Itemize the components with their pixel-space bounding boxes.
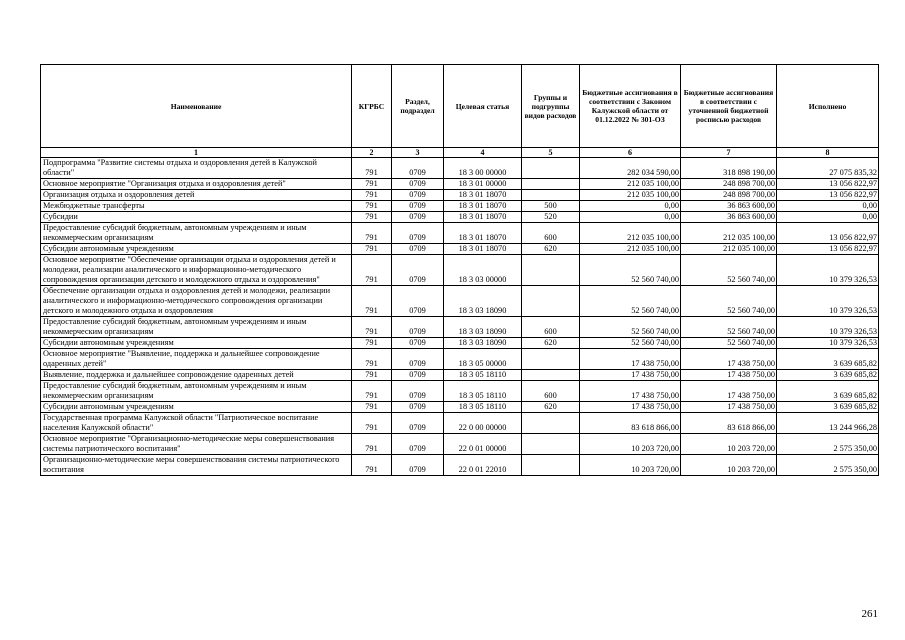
row-executed-amount-cell: 2 575 350,00 <box>777 455 879 476</box>
row-kgrbs-cell: 791 <box>352 244 392 255</box>
row-target-cell: 22 0 01 00000 <box>444 434 522 455</box>
header-target: Целевая статья <box>444 65 522 148</box>
row-refined-amount-cell: 318 898 190,00 <box>681 158 777 179</box>
row-refined-amount-cell: 10 203 720,00 <box>681 455 777 476</box>
column-number: 6 <box>580 148 681 158</box>
row-group-cell <box>522 434 580 455</box>
row-group-cell <box>522 349 580 370</box>
column-number: 8 <box>777 148 879 158</box>
row-kgrbs-cell: 791 <box>352 317 392 338</box>
row-executed-amount-cell: 10 379 326,53 <box>777 286 879 317</box>
header-kgrbs: КГРБС <box>352 65 392 148</box>
row-kgrbs-cell: 791 <box>352 223 392 244</box>
table-row <box>41 317 879 338</box>
row-target-cell: 18 3 05 18110 <box>444 402 522 413</box>
table-row <box>41 158 879 179</box>
row-target-cell: 18 3 01 00000 <box>444 179 522 190</box>
row-law-amount-cell: 52 560 740,00 <box>580 317 681 338</box>
row-law-amount-cell: 17 438 750,00 <box>580 370 681 381</box>
row-name-cell: Основное мероприятие "Организация отдыха и оздоровления детей" <box>41 179 352 190</box>
table-row <box>41 201 879 212</box>
row-group-cell <box>522 255 580 286</box>
row-law-amount-cell: 83 618 866,00 <box>580 413 681 434</box>
row-refined-amount-cell: 52 560 740,00 <box>681 317 777 338</box>
row-target-cell: 22 0 01 22010 <box>444 455 522 476</box>
row-law-amount-cell: 10 203 720,00 <box>580 434 681 455</box>
row-refined-amount-cell: 248 898 700,00 <box>681 190 777 201</box>
row-refined-amount-cell: 36 863 600,00 <box>681 201 777 212</box>
row-executed-amount-cell: 13 056 822,97 <box>777 223 879 244</box>
header-refined: Бюджетные ассигнования в соответствии с уточненной бюджетной росписью расходов <box>681 65 777 148</box>
row-target-cell: 22 0 00 00000 <box>444 413 522 434</box>
row-kgrbs-cell: 791 <box>352 381 392 402</box>
row-name-cell: Организация отдыха и оздоровления детей <box>41 190 352 201</box>
row-law-amount-cell: 212 035 100,00 <box>580 179 681 190</box>
row-section-cell: 0709 <box>392 190 444 201</box>
row-law-amount-cell: 0,00 <box>580 212 681 223</box>
table-row <box>41 455 879 476</box>
column-number: 5 <box>522 148 580 158</box>
page-number: 261 <box>861 608 878 620</box>
row-executed-amount-cell: 3 639 685,82 <box>777 370 879 381</box>
table-row <box>41 286 879 317</box>
row-group-cell: 600 <box>522 381 580 402</box>
row-target-cell: 18 3 01 18070 <box>444 212 522 223</box>
row-law-amount-cell: 17 438 750,00 <box>580 402 681 413</box>
column-number: 2 <box>352 148 392 158</box>
row-refined-amount-cell: 17 438 750,00 <box>681 370 777 381</box>
header-law: Бюджетные ассигнования в соответствии с Законом Калужской области от 01.12.2022 № 301-ОЗ <box>580 65 681 148</box>
row-target-cell: 18 3 00 00000 <box>444 158 522 179</box>
row-name-cell: Основное мероприятие "Выявление, поддержка и дальнейшее сопровождение одаренных детей" <box>41 349 352 370</box>
row-executed-amount-cell: 3 639 685,82 <box>777 381 879 402</box>
row-section-cell: 0709 <box>392 212 444 223</box>
column-number: 4 <box>444 148 522 158</box>
row-section-cell: 0709 <box>392 158 444 179</box>
row-name-cell: Подпрограмма "Развитие системы отдыха и оздоровления детей в Калужской области" <box>41 158 352 179</box>
column-number-row <box>41 148 879 158</box>
row-section-cell: 0709 <box>392 370 444 381</box>
row-target-cell: 18 3 03 18090 <box>444 338 522 349</box>
row-executed-amount-cell: 13 056 822,97 <box>777 179 879 190</box>
row-group-cell <box>522 455 580 476</box>
row-executed-amount-cell: 13 056 822,97 <box>777 244 879 255</box>
row-refined-amount-cell: 10 203 720,00 <box>681 434 777 455</box>
row-law-amount-cell: 212 035 100,00 <box>580 190 681 201</box>
row-section-cell: 0709 <box>392 381 444 402</box>
row-target-cell: 18 3 05 18110 <box>444 370 522 381</box>
row-target-cell: 18 3 03 18090 <box>444 286 522 317</box>
row-section-cell: 0709 <box>392 255 444 286</box>
row-section-cell: 0709 <box>392 413 444 434</box>
row-section-cell: 0709 <box>392 179 444 190</box>
row-group-cell: 620 <box>522 244 580 255</box>
row-law-amount-cell: 52 560 740,00 <box>580 255 681 286</box>
row-kgrbs-cell: 791 <box>352 190 392 201</box>
row-refined-amount-cell: 17 438 750,00 <box>681 381 777 402</box>
column-number: 1 <box>41 148 352 158</box>
row-kgrbs-cell: 791 <box>352 286 392 317</box>
row-group-cell <box>522 179 580 190</box>
table-row <box>41 244 879 255</box>
row-name-cell: Межбюджетные трансферты <box>41 201 352 212</box>
header-executed: Исполнено <box>777 65 879 148</box>
row-group-cell: 600 <box>522 223 580 244</box>
row-executed-amount-cell: 13 244 966,28 <box>777 413 879 434</box>
row-name-cell: Субсидии автономным учреждениям <box>41 402 352 413</box>
row-law-amount-cell: 212 035 100,00 <box>580 223 681 244</box>
row-group-cell: 520 <box>522 212 580 223</box>
row-kgrbs-cell: 791 <box>352 338 392 349</box>
row-group-cell: 620 <box>522 402 580 413</box>
row-name-cell: Предоставление субсидий бюджетным, автономным учреждениям и иным некоммерческим организациям <box>41 317 352 338</box>
table-row <box>41 349 879 370</box>
column-number: 7 <box>681 148 777 158</box>
row-kgrbs-cell: 791 <box>352 413 392 434</box>
table-row <box>41 402 879 413</box>
row-name-cell: Основное мероприятие "Организационно-методические меры совершенствования системы патриотического воспитания" <box>41 434 352 455</box>
row-name-cell: Предоставление субсидий бюджетным, автономным учреждениям и иным некоммерческим организациям <box>41 381 352 402</box>
row-refined-amount-cell: 52 560 740,00 <box>681 286 777 317</box>
table-row <box>41 413 879 434</box>
budget-table-page <box>40 64 878 476</box>
row-group-cell <box>522 413 580 434</box>
row-kgrbs-cell: 791 <box>352 455 392 476</box>
row-name-cell: Основное мероприятие "Обеспечение организации отдыха и оздоровления детей и молодежи, реализации аналитического и информационно-методического сопровождения организации детского и молодежного отдыха и оздоровления" <box>41 255 352 286</box>
header-groups: Группы и подгруппы видов расходов <box>522 65 580 148</box>
row-executed-amount-cell: 3 639 685,82 <box>777 349 879 370</box>
row-refined-amount-cell: 212 035 100,00 <box>681 244 777 255</box>
row-executed-amount-cell: 2 575 350,00 <box>777 434 879 455</box>
header-name: Наименование <box>41 65 352 148</box>
row-name-cell: Субсидии <box>41 212 352 223</box>
row-target-cell: 18 3 05 18110 <box>444 381 522 402</box>
row-name-cell: Государственная программа Калужской области "Патриотическое воспитание населения Калужской области" <box>41 413 352 434</box>
row-target-cell: 18 3 03 18090 <box>444 317 522 338</box>
row-kgrbs-cell: 791 <box>352 201 392 212</box>
row-section-cell: 0709 <box>392 434 444 455</box>
row-target-cell: 18 3 03 00000 <box>444 255 522 286</box>
row-kgrbs-cell: 791 <box>352 370 392 381</box>
row-group-cell <box>522 158 580 179</box>
row-executed-amount-cell: 3 639 685,82 <box>777 402 879 413</box>
row-refined-amount-cell: 17 438 750,00 <box>681 349 777 370</box>
row-kgrbs-cell: 791 <box>352 349 392 370</box>
row-target-cell: 18 3 01 18070 <box>444 244 522 255</box>
row-executed-amount-cell: 0,00 <box>777 212 879 223</box>
row-name-cell: Субсидии автономным учреждениям <box>41 338 352 349</box>
row-refined-amount-cell: 52 560 740,00 <box>681 255 777 286</box>
row-executed-amount-cell: 27 075 835,32 <box>777 158 879 179</box>
row-kgrbs-cell: 791 <box>352 434 392 455</box>
row-section-cell: 0709 <box>392 317 444 338</box>
row-executed-amount-cell: 0,00 <box>777 201 879 212</box>
row-law-amount-cell: 282 034 590,00 <box>580 158 681 179</box>
row-section-cell: 0709 <box>392 338 444 349</box>
row-name-cell: Выявление, поддержка и дальнейшее сопровождение одаренных детей <box>41 370 352 381</box>
row-group-cell: 500 <box>522 201 580 212</box>
row-section-cell: 0709 <box>392 402 444 413</box>
row-group-cell: 620 <box>522 338 580 349</box>
table-row <box>41 179 879 190</box>
row-law-amount-cell: 52 560 740,00 <box>580 338 681 349</box>
row-kgrbs-cell: 791 <box>352 158 392 179</box>
row-refined-amount-cell: 52 560 740,00 <box>681 338 777 349</box>
row-kgrbs-cell: 791 <box>352 255 392 286</box>
row-refined-amount-cell: 248 898 700,00 <box>681 179 777 190</box>
row-name-cell: Предоставление субсидий бюджетным, автономным учреждениям и иным некоммерческим организациям <box>41 223 352 244</box>
table-row <box>41 212 879 223</box>
row-group-cell <box>522 370 580 381</box>
row-executed-amount-cell: 10 379 326,53 <box>777 255 879 286</box>
row-target-cell: 18 3 01 18070 <box>444 201 522 212</box>
row-executed-amount-cell: 13 056 822,97 <box>777 190 879 201</box>
row-refined-amount-cell: 36 863 600,00 <box>681 212 777 223</box>
row-law-amount-cell: 17 438 750,00 <box>580 381 681 402</box>
row-group-cell: 600 <box>522 317 580 338</box>
row-law-amount-cell: 10 203 720,00 <box>580 455 681 476</box>
row-law-amount-cell: 17 438 750,00 <box>580 349 681 370</box>
row-kgrbs-cell: 791 <box>352 212 392 223</box>
row-target-cell: 18 3 01 18070 <box>444 190 522 201</box>
row-group-cell <box>522 190 580 201</box>
row-kgrbs-cell: 791 <box>352 179 392 190</box>
row-refined-amount-cell: 17 438 750,00 <box>681 402 777 413</box>
row-section-cell: 0709 <box>392 201 444 212</box>
column-number: 3 <box>392 148 444 158</box>
table-row <box>41 255 879 286</box>
table-row <box>41 223 879 244</box>
row-law-amount-cell: 52 560 740,00 <box>580 286 681 317</box>
row-name-cell: Организационно-методические меры совершенствования системы патриотического воспитания <box>41 455 352 476</box>
row-kgrbs-cell: 791 <box>352 402 392 413</box>
table-header-row <box>41 65 879 148</box>
table-row <box>41 381 879 402</box>
row-section-cell: 0709 <box>392 244 444 255</box>
row-target-cell: 18 3 01 18070 <box>444 223 522 244</box>
row-refined-amount-cell: 212 035 100,00 <box>681 223 777 244</box>
row-name-cell: Субсидии автономным учреждениям <box>41 244 352 255</box>
budget-table <box>40 64 879 476</box>
header-section: Раздел, подраздел <box>392 65 444 148</box>
row-executed-amount-cell: 10 379 326,53 <box>777 338 879 349</box>
table-row <box>41 434 879 455</box>
row-law-amount-cell: 0,00 <box>580 201 681 212</box>
table-row <box>41 338 879 349</box>
table-row <box>41 370 879 381</box>
row-name-cell: Обеспечение организации отдыха и оздоровления детей и молодежи, реализации аналитического и информационно-методического сопровождения организации детского и молодежного отдыха и оздоровления <box>41 286 352 317</box>
row-section-cell: 0709 <box>392 455 444 476</box>
row-refined-amount-cell: 83 618 866,00 <box>681 413 777 434</box>
row-target-cell: 18 3 05 00000 <box>444 349 522 370</box>
row-executed-amount-cell: 10 379 326,53 <box>777 317 879 338</box>
row-section-cell: 0709 <box>392 286 444 317</box>
row-section-cell: 0709 <box>392 349 444 370</box>
row-section-cell: 0709 <box>392 223 444 244</box>
row-law-amount-cell: 212 035 100,00 <box>580 244 681 255</box>
table-row <box>41 190 879 201</box>
row-group-cell <box>522 286 580 317</box>
